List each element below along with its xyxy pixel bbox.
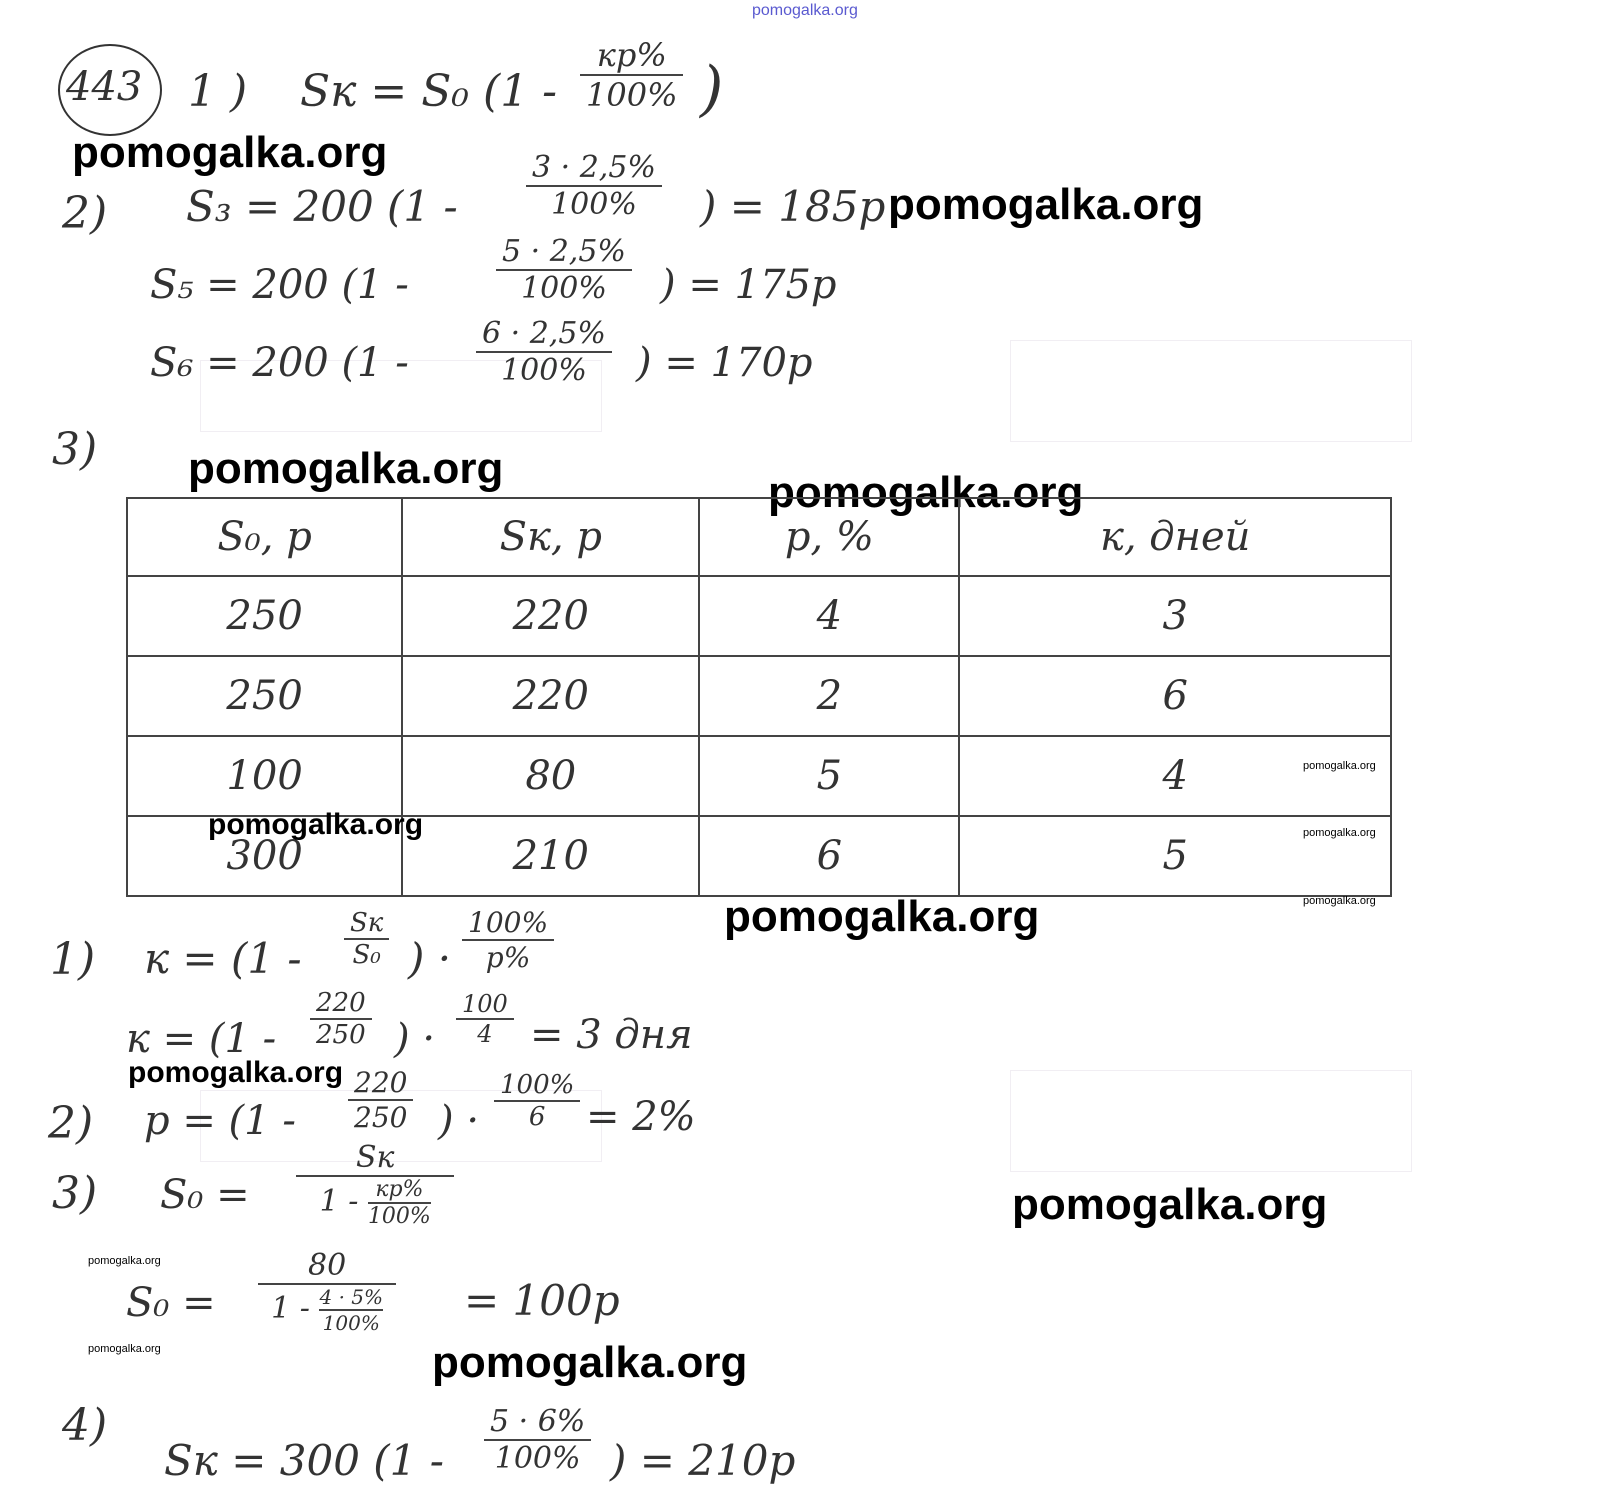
table-cell: 3: [959, 576, 1391, 656]
table-cell: 210: [402, 816, 699, 896]
watermark: pomogalka.org: [1303, 827, 1376, 839]
part2-line2-rhs: ) = 175р: [660, 262, 837, 308]
solution1-calc-rhs: = 3 дня: [530, 1012, 693, 1058]
solution4-fraction: [484, 1404, 591, 1476]
part2-line3-den: 100%: [501, 353, 587, 388]
solution3-calc-fraction: [258, 1248, 396, 1335]
problem-number: 443: [66, 64, 143, 110]
solution3-c-den: [258, 1285, 396, 1335]
table-header-row: [127, 498, 1391, 576]
solution3-fraction: [296, 1140, 454, 1229]
solution4-lhs: Sк = 300 (1 -: [164, 1436, 444, 1485]
solution3-num: Sк: [296, 1140, 454, 1177]
solution1-calc-mid: ) ·: [394, 1016, 436, 1062]
table-cell: 6: [959, 656, 1391, 736]
solution1-f-num: Sк: [344, 908, 389, 940]
watermark: pomogalka.org: [72, 128, 388, 177]
solution3-den-den: 100%: [367, 1204, 431, 1229]
solution3-den-num: кр%: [368, 1177, 431, 1204]
solution1-c2-den: 4: [477, 1020, 493, 1048]
solution2-mid: ) ·: [438, 1098, 480, 1144]
table-cell: 4: [959, 736, 1391, 816]
solution1-formula-lhs: к = (1 -: [144, 934, 302, 983]
table-cell: 80: [402, 736, 699, 816]
part2-line3-num: 6 · 2,5%: [476, 316, 612, 353]
table-cell: 5: [959, 816, 1391, 896]
table-cell: 6: [699, 816, 959, 896]
part2-line1-rhs: ) = 185р: [700, 182, 886, 231]
table-header-cell: р, %: [699, 498, 959, 576]
table-cell: 300: [127, 816, 402, 896]
part2-line3-fraction: [476, 316, 612, 388]
solution3-c-den-num: 4 · 5%: [319, 1285, 384, 1309]
part1-fraction-num: кр%: [580, 36, 683, 76]
solution2-den: 250: [354, 1101, 408, 1134]
solution1-calc-lhs: к = (1 -: [126, 1016, 277, 1062]
solution1-f-den: S₀: [352, 940, 381, 970]
part1-label: 1 ): [188, 66, 248, 117]
solution2-label: 2): [48, 1098, 94, 1149]
solution3-den: [296, 1177, 454, 1229]
watermark: pomogalka.org: [208, 808, 424, 841]
part2-line2-lhs: S₅ = 200 (1 -: [150, 262, 409, 308]
solution4-label: 4): [62, 1400, 108, 1451]
solution1-c-num: 220: [310, 988, 372, 1020]
part2-label: 2): [62, 188, 108, 239]
background-ghost-4: [1010, 1070, 1412, 1172]
watermark: pomogalka.org: [128, 1056, 344, 1089]
part2-line3-rhs: ) = 170р: [636, 340, 813, 386]
watermark: pomogalka.org: [1303, 895, 1376, 907]
part1-formula-rhs: ): [700, 54, 724, 124]
table-cell: 4: [699, 576, 959, 656]
solution2-num2: 100%: [494, 1070, 580, 1102]
watermark: pomogalka.org: [768, 468, 1084, 517]
watermark: pomogalka.org: [88, 1255, 161, 1267]
solution3-c-den-lhs: 1 -: [271, 1291, 310, 1326]
solution3-lhs: S₀ =: [160, 1172, 250, 1218]
part2-line1-den: 100%: [551, 187, 637, 222]
part2-line1-lhs: S₃ = 200 (1 -: [186, 182, 458, 231]
solution2-den2: 6: [528, 1102, 546, 1132]
solution3-calc-lhs: S₀ =: [126, 1280, 216, 1326]
solution3-calc-rhs: = 100р: [464, 1276, 620, 1325]
part1-fraction-den: 100%: [586, 76, 678, 114]
solution3-label: 3): [52, 1168, 98, 1219]
watermark: pomogalka.org: [88, 1343, 161, 1355]
part2-line1-fraction: [526, 150, 662, 222]
part2-line2-fraction: [496, 234, 632, 306]
part2-line1-num: 3 · 2,5%: [526, 150, 662, 187]
solution1-f2-den: р%: [485, 941, 531, 974]
table-row: [127, 736, 1391, 816]
table-header-cell: S₀, р: [127, 498, 402, 576]
part2-line3-lhs: S₆ = 200 (1 -: [150, 340, 409, 386]
watermark: pomogalka.org: [188, 444, 504, 493]
solution4-den: 100%: [494, 1441, 581, 1476]
solution1-calc-fraction2: [456, 990, 514, 1048]
part1-fraction: [580, 36, 683, 114]
table-cell: 100: [127, 736, 402, 816]
table-cell: 220: [402, 576, 699, 656]
part2-line2-num: 5 · 2,5%: [496, 234, 632, 271]
solution2-fraction2: [494, 1070, 580, 1132]
part3-label: 3): [52, 424, 98, 475]
solution4-num: 5 · 6%: [484, 1404, 591, 1441]
solution1-fraction2: [462, 906, 554, 974]
table-cell: 5: [699, 736, 959, 816]
solution2-fraction1: [348, 1066, 413, 1134]
background-ghost-2: [1010, 340, 1412, 442]
table-cell: 220: [402, 656, 699, 736]
table-header-cell: Sк, р: [402, 498, 699, 576]
watermark: pomogalka.org: [1012, 1180, 1328, 1229]
solution1-formula-mid: ) ·: [408, 934, 452, 983]
solution2-lhs: р = (1 -: [144, 1098, 296, 1144]
solution4-rhs: ) = 210р: [610, 1436, 796, 1485]
watermark-top: pomogalka.org: [752, 2, 858, 19]
table-row: [127, 656, 1391, 736]
solution2-rhs: = 2%: [586, 1094, 696, 1140]
solution1-label: 1): [50, 934, 96, 985]
solution2-num: 220: [348, 1066, 413, 1101]
solution1-f2-num: 100%: [462, 906, 554, 941]
part1-formula-lhs: Sк = S₀ (1 -: [300, 66, 558, 117]
part2-line2-den: 100%: [521, 271, 607, 306]
solution1-fraction1: [344, 908, 389, 970]
solution3-c-num: 80: [258, 1248, 396, 1285]
solution1-c-den: 250: [316, 1020, 366, 1050]
table-cell: 250: [127, 576, 402, 656]
watermark: pomogalka.org: [724, 892, 1040, 941]
solution1-c2-num: 100: [456, 990, 514, 1020]
table-cell: 250: [127, 656, 402, 736]
watermark: pomogalka.org: [432, 1338, 748, 1387]
solution1-calc-fraction1: [310, 988, 372, 1050]
solution3-den-lhs: 1 -: [319, 1184, 359, 1219]
watermark: pomogalka.org: [1303, 760, 1376, 772]
solution3-c-den-den: 100%: [322, 1311, 380, 1335]
table-row: [127, 576, 1391, 656]
table-cell: 2: [699, 656, 959, 736]
watermark: pomogalka.org: [888, 180, 1204, 229]
table-header-cell: к, дней: [959, 498, 1391, 576]
